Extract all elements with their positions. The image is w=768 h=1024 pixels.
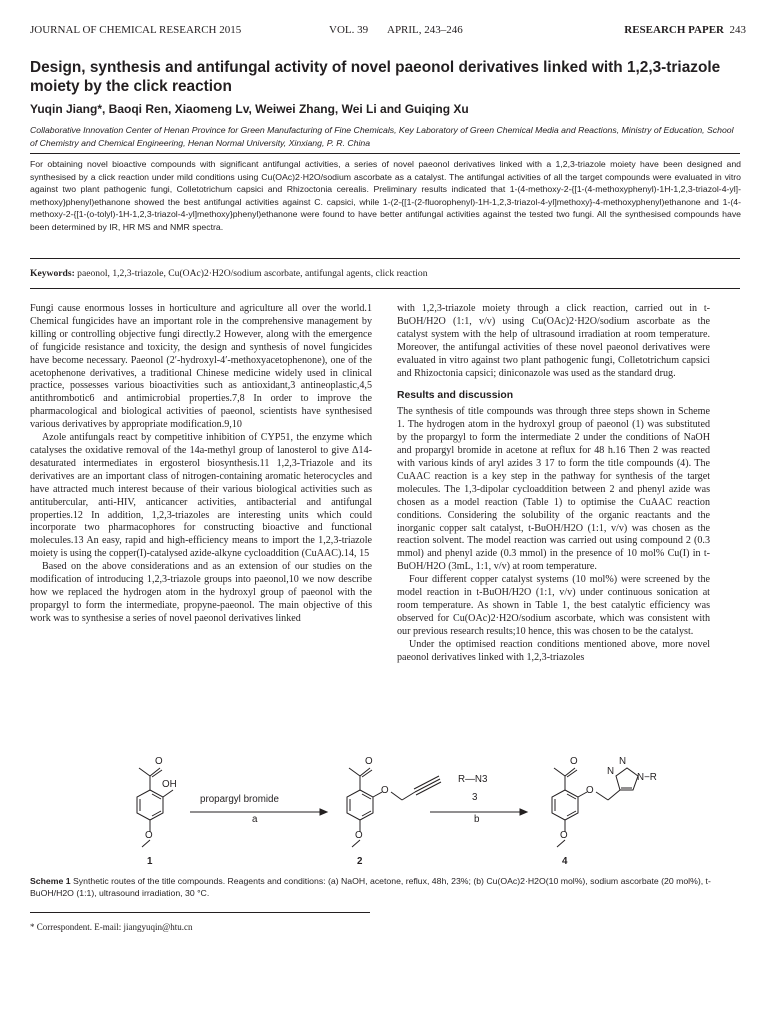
scheme-structures (30, 752, 740, 874)
journal-name: JOURNAL OF CHEMICAL RESEARCH 2015 (30, 24, 242, 36)
compound-2-label: 2 (357, 856, 363, 867)
compound-4-label: 4 (562, 856, 568, 867)
azide-formula-label: R—N3 (458, 774, 488, 785)
body-left-column (30, 303, 372, 626)
triazole-nr-label: N−R (637, 772, 657, 783)
abstract: For obtaining novel bioactive compounds with significant antifungal activities, a series of novel paeonol derivatives linked with a 1,2,3-triazole moiety have been designed and synthesised by a click reaction under mild conditions using Cu(OAc)2·H2O/sodium ascorbate as a catalyst. The antifungal activities of all the target compounds were evaluated in vitro against two plant pathogenic fungi, Colletotrichum capsici and Rhizoctonia cerealis. Preliminary results indicated that 1-(4-methoxy-2-{[1-(4-methoxyphenyl)-1H-1,2,3-triazol-4-yl]-methoxy}phenyl)ethanone showed the best antifungal activities against C. capsici, while 1-(2-{[1-(2-fluorophenyl)-1H-1,2,3-triazol-4-yl]methoxy}-4-methoxyphenyl)ethanone and 1-(4-methoxy-2-{[1-(o-tolyl)-1H-1,2,3-triazol-4-yl]methoxy}phenyl)ethanone were found to have better antifungal activities against the tested two fungi. All the synthesised compounds have been determined by IR, HR MS and NMR spectra. (30, 159, 741, 232)
abstract-top-rule (30, 153, 740, 154)
affiliation: Collaborative Innovation Center of Henan Province for Green Manufacturing of Fine Chemicals, Key Laboratory of Green Chemical Media and Reactions, Ministry of Education, School of Chemistry and Chemical Engineering, Henan Normal University, Xinxiang, P. R. China (30, 125, 734, 148)
running-header (30, 24, 746, 40)
paragraph: Based on the above considerations and as an extension of our studies on the modification of introducing 1,2,3-triazole groups into paeonol,10 we now describe how we replaced the hydrogen atom in the hydroxyl group of paeonol with the propargyl to form the intermediate, propyne-paeonol. The main objective of this work was to synthesise a series of novel paeonol derivatives linked (30, 561, 372, 624)
reaction-scheme (30, 752, 740, 874)
methoxy-o-label: O (560, 830, 568, 841)
paragraph: Fungi cause enormous losses in horticulture and agriculture all over the world.1 Chemical fungicides have an important role in the comprehensive management by killing or controlling objective fungi directly.2 However, along with the emergence of fungicide resistance and toxicity, the design and synthesis of novel fungicides have become necessary. Paeonol (2′-hydroxyl-4′-methoxyacetophenone), one of the acetophenone derivatives, a traditional Chinese medicine widely used in clinical practice, possesses various bioactivities such as antioxidant,3 antineoplastic,4,5 antithrombotic6 and antimicrobial properties.7,8 In order to improve the pharmacological and biological activities of paeonol, scientists have synthesised various derivatives by appropriate modification.9,10 (30, 303, 372, 431)
ether-o-label: O (586, 785, 594, 796)
keywords-text: paeonol, 1,2,3-triazole, Cu(OAc)2·H2O/sodium ascorbate, antifungal agents, click reaction (77, 268, 428, 279)
methoxy-o-label: O (355, 830, 363, 841)
body-right-column (397, 303, 710, 664)
caption-label: Scheme 1 (30, 876, 71, 886)
page-number: 243 (729, 24, 746, 36)
triazole-n-label: N (607, 766, 615, 777)
caption-text: Synthetic routes of the title compounds. Reagents and conditions: (a) NaOH, acetone, reflux, 48h, 23%; (b) Cu(OAc)2·H2O(10 mol%), sodium ascorbate (20 mol%), t-BuOH/H2O (1:1), ultrasound irradiation, 30 °C. (30, 876, 711, 898)
paragraph: The synthesis of title compounds was through three steps shown in Scheme 1. The hydrogen atom in the hydroxyl group of paeonol (1) was substituted by the propargyl to form the intermediate 2 under the conditions of NaOH and propargyl bromide in acetone at reflux for 48 h.16 Then 2 was reacted with various kinds of aryl azides 3 17 to form the title compounds (4). The CuAAC reaction is a key step in the pathway for synthesis of the target molecules. The 1,3-dipolar cycloaddition between 2 and phenyl azide was chosen as a model reaction (Table 1) to optimise the CuAAC reaction conditions. Considering the solubility of the organic reactants and the inorganic copper salt catalyst, t-BuOH/H2O (1:1, v/v) was chosen as the reaction solvent. The model reaction was carried out using compound 2 (0.3 mmol) and phenyl azide (0.3 mmol) in the presence of 10 mol% Cu(I) in t-BuOH/H2O (3mL, 1:1, v/v) at room temperature. (397, 406, 710, 573)
scheme-caption (30, 876, 740, 899)
paragraph: Azole antifungals react by competitive inhibition of CYP51, the enzyme which catalyses the oxidative removal of the 14a-methyl group of lanosterol to give Δ14-desaturated intermediates in ergosterol biosynthesis.11 1,2,3-Triazole and its derivatives are an important class of nitrogen-containing aromatic heterocycles and have attracted much interest because of their various biological activities such as antitubercular, anti-HIV, anticancer activities, antibacterial and antifungal properties.12 In addition, 1,2,3-triazoles are interesting units which could incorporate two pharmacophores for constructing bioactive and functional molecules.13 An easy, rapid and high-efficiency means to import the 1,2,3-triazole moiety is using the copper(I)-catalysed azide-alkyne cycloaddition (CuAAC).14, 15 (30, 432, 372, 560)
carbonyl-o-label: O (570, 756, 578, 767)
keywords-label: Keywords: (30, 268, 75, 279)
abstract-bottom-rule (30, 258, 740, 259)
correspondence-footnote: * Correspondent. E-mail: jiangyuqin@htu.cn (30, 922, 193, 932)
keywords-rule (30, 288, 740, 289)
paragraph: with 1,2,3-triazole moiety through a click reaction, carried out in t-BuOH/H2O (1:1, v/v) using Cu(OAc)2·H2O/sodium ascorbate as the catalyst system with the help of ultrasound irradiation at room temperature. Moreover, the antifungal activities of these novel paeonol derivatives were evaluated in vitro against two plant pathogenic fungi, Colletotrichum capsici and Rhizoctonia capsici; diniconazole was used as the standard drug. (397, 303, 710, 379)
step-b-label: b (474, 814, 480, 825)
paragraph: Four different copper catalyst systems (10 mol%) were screened by the model reaction in t-BuOH/H2O (1:1, v/v) under continuous sonication at room temperature. As shown in Table 1, the best catalytic efficiency was observed for Cu(OAc)2·H2O/sodium ascorbate, which was consistent with our previous research results;10 hence, this was chosen to be the catalyst. (397, 574, 710, 637)
footnote-rule (30, 912, 370, 913)
author-list: Yuqin Jiang*, Baoqi Ren, Xiaomeng Lv, Weiwei Zhang, Wei Li and Guiqing Xu (30, 102, 469, 116)
section-heading: Results and discussion (397, 390, 514, 402)
oh-label: OH (162, 779, 177, 790)
issue-pages: APRIL, 243–246 (387, 24, 463, 36)
methoxy-o-label: O (145, 830, 153, 841)
azide-number-label: 3 (472, 792, 478, 803)
triazole-n-label: N (619, 756, 627, 767)
paragraph: Under the optimised reaction conditions mentioned above, more novel paeonol derivatives linked with 1,2,3-triazoles (397, 638, 710, 663)
step-a-label: a (252, 814, 258, 825)
keywords (30, 268, 741, 279)
article-title: Design, synthesis and antifungal activity of novel paeonol derivatives linked with 1,2,3-triazole moiety by the click reaction (30, 59, 721, 95)
reagent-a-label: propargyl bromide (200, 794, 279, 805)
paper-type: RESEARCH PAPER (624, 24, 724, 36)
compound-1-label: 1 (147, 856, 153, 867)
carbonyl-o-label: O (365, 756, 373, 767)
volume: VOL. 39 (329, 24, 369, 36)
carbonyl-o-label: O (155, 756, 163, 767)
ether-o-label: O (381, 785, 389, 796)
